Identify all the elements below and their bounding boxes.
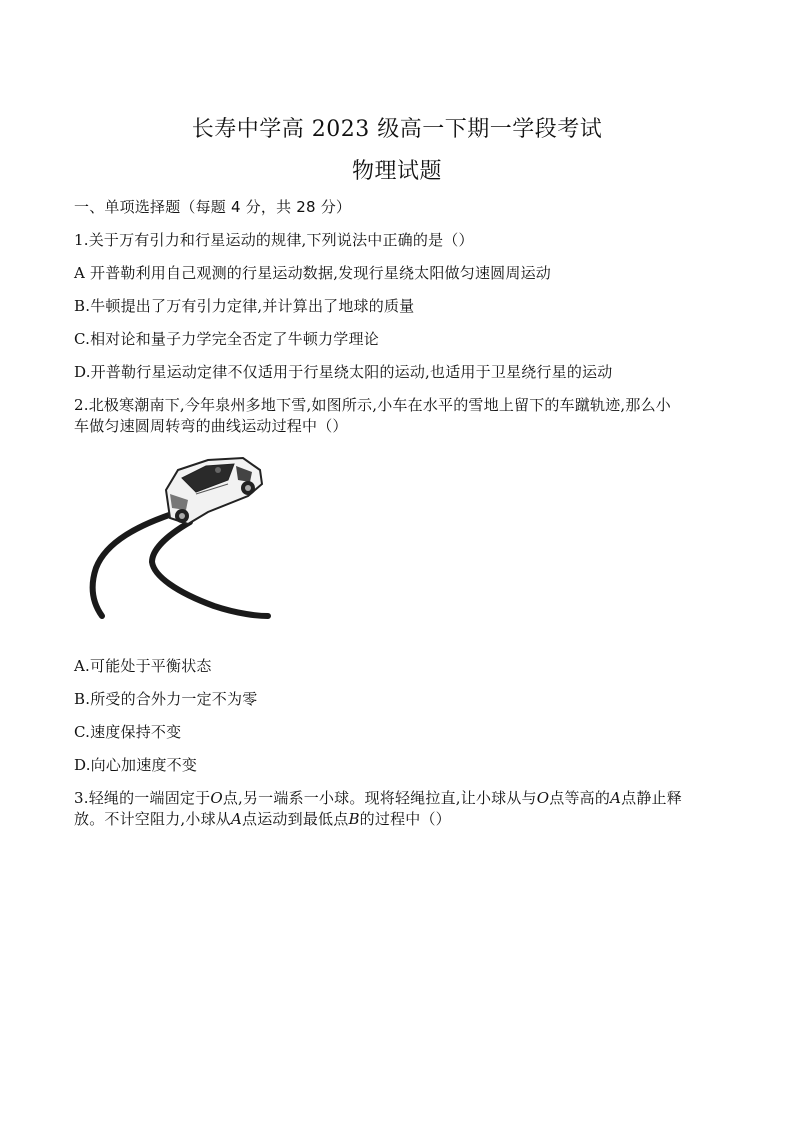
q3-text: 的过程中（） — [359, 810, 451, 828]
q1-option-a: A 开普勒利用自己观测的行星运动数据,发现行星绕太阳做匀速圆周运动 — [74, 264, 551, 282]
q3-text: 点等高的 — [549, 789, 611, 807]
q2-option-c: C.速度保持不变 — [74, 723, 182, 741]
car-icon — [166, 458, 262, 524]
q3-text: 3.轻绳的一端固定于 — [74, 789, 211, 807]
q3-text: 放。不计空阻力,小球从 — [74, 810, 231, 828]
q3-text: 点,另一端系一小球。现将轻绳拉直,让小球从与 — [222, 789, 537, 807]
left-tire-track — [93, 512, 178, 616]
exam-subtitle: 物理试题 — [351, 159, 442, 184]
q2-stem-line1: 2.北极寒潮南下,今年泉州多地下雪,如图所示,小车在水平的雪地上留下的车蹴轨迹,那么小 — [74, 396, 671, 414]
q3-text: 点静止释 — [621, 789, 682, 807]
q3-text: 点运动到最低点 — [242, 810, 349, 828]
section-heading: 一、单项选择题（每题 4 分，共 28 分） — [74, 198, 352, 216]
point-a-label: A — [230, 810, 243, 828]
q2-stem-line2: 车做匀速圆周转弯的曲线运动过程中（） — [74, 417, 348, 435]
right-tire-track — [152, 522, 268, 616]
q2-option-a: A.可能处于平衡状态 — [74, 657, 212, 675]
exam-title: 长寿中学高 2023 级高一下期一学段考试 — [191, 117, 603, 142]
q3-stem-line2 — [74, 808, 451, 829]
q2-option-b: B.所受的合外力一定不为零 — [74, 690, 258, 708]
q1-option-c: C.相对论和量子力学完全否定了牛顿力学理论 — [74, 330, 379, 348]
car-tracks-illustration — [78, 450, 278, 630]
q2-option-d: D.向心加速度不变 — [74, 756, 198, 774]
point-o-label: O — [210, 789, 223, 807]
q1-stem: 1.关于万有引力和行星运动的规律,下列说法中正确的是（） — [74, 231, 474, 249]
point-b-label: B — [348, 810, 360, 828]
car-tracks-figure — [78, 450, 278, 630]
point-a-label: A — [610, 789, 622, 807]
q1-option-b: B.牛顿提出了万有引力定律,并计算出了地球的质量 — [74, 297, 415, 315]
point-o-label: O — [536, 789, 550, 807]
q1-option-d: D.开普勒行星运动定律不仅适用于行星绕太阳的运动,也适用于卫星绕行星的运动 — [74, 363, 613, 381]
q3-stem-line1 — [74, 787, 682, 808]
